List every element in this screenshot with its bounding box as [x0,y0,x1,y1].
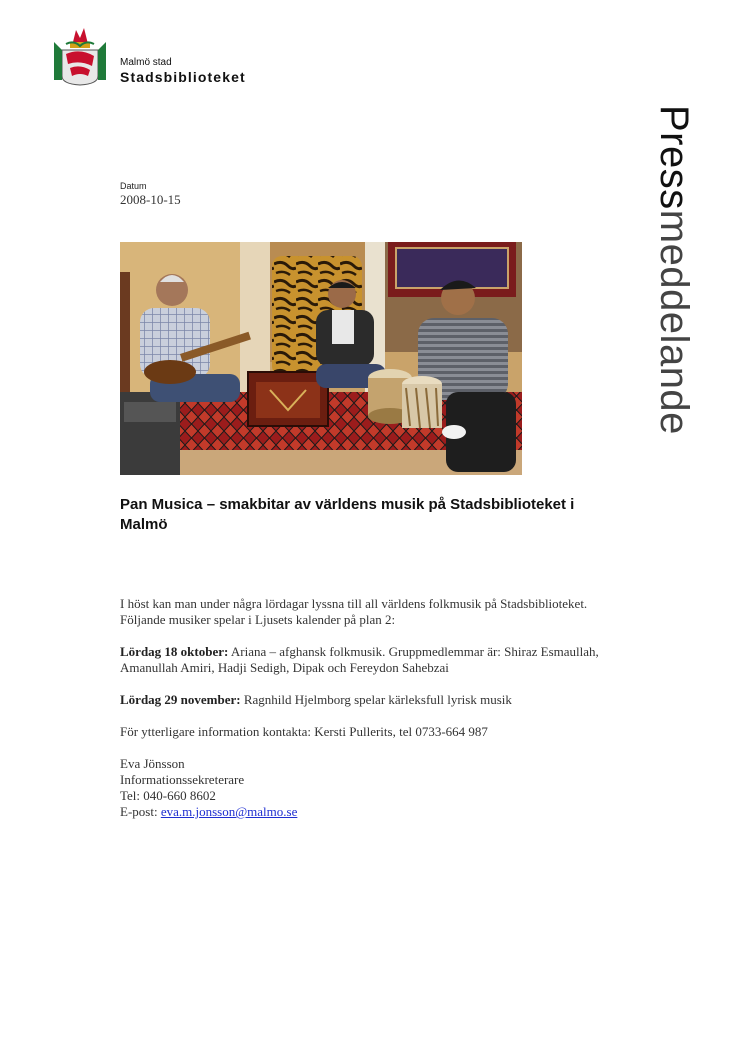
library-name: Stadsbiblioteket [120,69,246,85]
side-title-light: meddelande [652,209,696,435]
organization-name [120,57,246,86]
contact-email-line [120,804,620,820]
city-name: Malmö stad [120,57,172,68]
contact-phone: Tel: 040-660 8602 [120,788,216,803]
event-1-text: Ariana – afghansk folkmusik. Gruppmedlemmar är: Shiraz Esmaullah, Amanullah Amiri, Hadji Sedigh, Dipak och Fereydon Sahebzai [120,644,599,675]
event-1-date: Lördag 18 oktober: [120,644,229,659]
press-release-headline: Pan Musica – smakbitar av världens musik på Stadsbiblioteket i Malmö [120,496,575,533]
intro-paragraph-2: Följande musiker spelar i Ljusets kalender på plan 2: [120,612,396,627]
side-title-bold: Press [652,105,696,210]
document-type-vertical-title [650,105,698,435]
press-release-body [120,596,620,820]
email-link[interactable]: eva.m.jonsson@malmo.se [160,804,298,819]
event-2 [120,692,620,708]
contact-info-line: För ytterligare information kontakta: Kersti Pullerits, tel 0733-664 987 [120,724,488,739]
contact-name: Eva Jönsson [120,756,185,771]
malmo-coat-of-arms-logo [52,24,108,86]
contact-title: Informationssekreterare [120,772,245,787]
event-1 [120,644,620,676]
event-2-date: Lördag 29 november: [120,692,241,707]
email-label: E-post: [120,804,161,819]
musicians-photo [120,242,522,475]
event-2-text: Ragnhild Hjelmborg spelar kärleksfull lyrisk musik [240,692,512,707]
date-value: 2008-10-15 [120,192,181,207]
intro-paragraph-1: I höst kan man under några lördagar lyssna till all världens folkmusik på Stadsbiblioteket. [120,596,588,611]
date-label: Datum [120,181,147,191]
date-block [120,181,181,208]
